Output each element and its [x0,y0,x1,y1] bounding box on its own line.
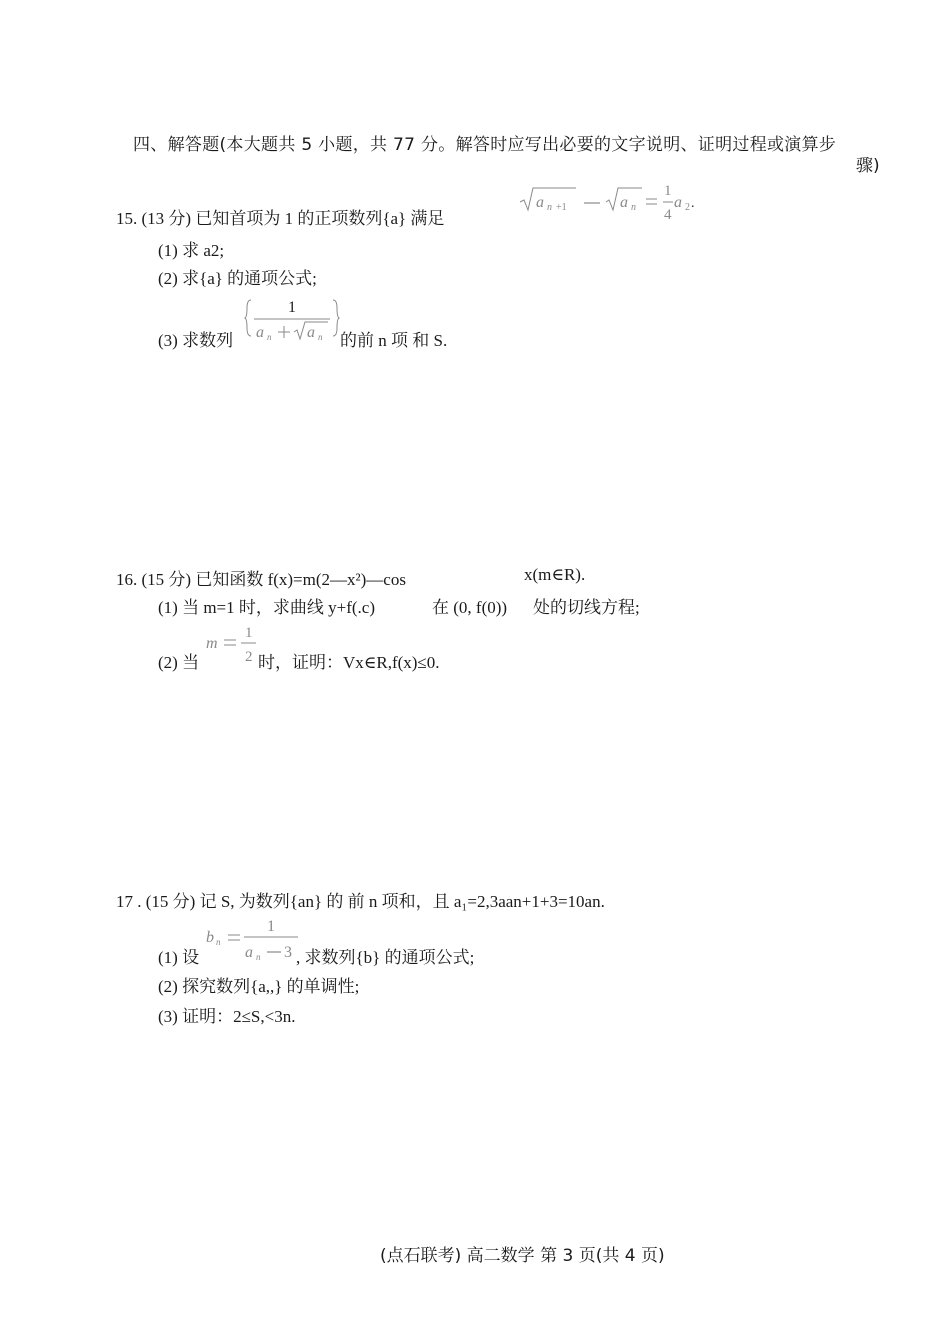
q17-part1-num: 1 [267,918,275,935]
q16-part1-a: (1) 当 m=1 时，求曲线 y+f(.c) [158,598,375,617]
svg-text:.: . [691,196,695,211]
q16-stem-a: 16. (15 分) 已知函数 f(x)=m(2—x²)—cos [116,570,406,589]
q16-part2-suffix: 时，证明：Vx∈R,f(x)≤0. [258,653,440,672]
svg-text:b: b [206,929,214,946]
svg-text:a: a [674,194,682,211]
svg-text:n: n [318,332,323,342]
svg-text:n: n [267,332,272,342]
q17-part1-suffix: , 求数列{b} 的通项公式; [296,948,475,967]
q15-formula-num: 1 [664,183,672,199]
q16-part1-b: 在 (0, f(0)) [432,598,508,617]
q16-part2-den: 2 [245,649,253,665]
svg-text:a: a [245,944,253,961]
q15-part3-suffix: 的前 n 项 和 S. [340,331,448,350]
svg-text:m: m [206,635,218,652]
q16-part1-c: 处的切线方程; [533,598,640,617]
q15-formula [516,178,696,222]
q17-part3: (3) 证明：2≤S,<3n. [158,1007,296,1026]
svg-text:a: a [307,324,315,341]
q17-stem: 17 . (15 分) 记 S, 为数列{an} 的 前 n 项和，且 a₁=2,3aan+1+3=10an. [116,892,605,911]
page-footer: (点石联考) 高二数学 第 3 页(共 4 页) [380,1246,665,1266]
svg-text:a: a [620,194,628,211]
svg-text:+1: +1 [556,202,567,213]
svg-text:a: a [536,194,544,211]
q16-part2-prefix: (2) 当 [158,653,200,672]
section-title-end: 骤) [856,156,880,176]
svg-text:n: n [256,952,261,962]
svg-text:a: a [256,324,264,341]
q15-part3-formula [244,292,340,344]
section-title: 四、解答题(本大题共 5 小题，共 77 分。解答时应写出必要的文字说明、证明过程或演算步 [133,135,837,155]
q16-stem-b: x(m∈R). [524,565,586,584]
q15-part2: (2) 求{a} 的通项公式; [158,269,317,288]
svg-text:3: 3 [284,944,292,961]
q16-part2-formula [204,620,260,668]
svg-text:n: n [547,202,552,213]
q15-stem: 15. (13 分) 已知首项为 1 的正项数列{a} 满足 [116,209,445,228]
q15-part3-prefix: (3) 求数列 [158,331,234,350]
q17-part1-formula [204,914,304,962]
svg-text:n: n [216,937,221,947]
q15-part3-num: 1 [288,299,296,316]
q17-part1-prefix: (1) 设 [158,948,200,967]
q17-part2: (2) 探究数列{a,,} 的单调性; [158,977,360,996]
svg-text:n: n [631,202,636,213]
svg-text:2: 2 [685,202,690,213]
q16-part2-num: 1 [245,625,253,641]
q15-formula-den: 4 [664,207,672,222]
q15-part1: (1) 求 a2; [158,241,225,260]
